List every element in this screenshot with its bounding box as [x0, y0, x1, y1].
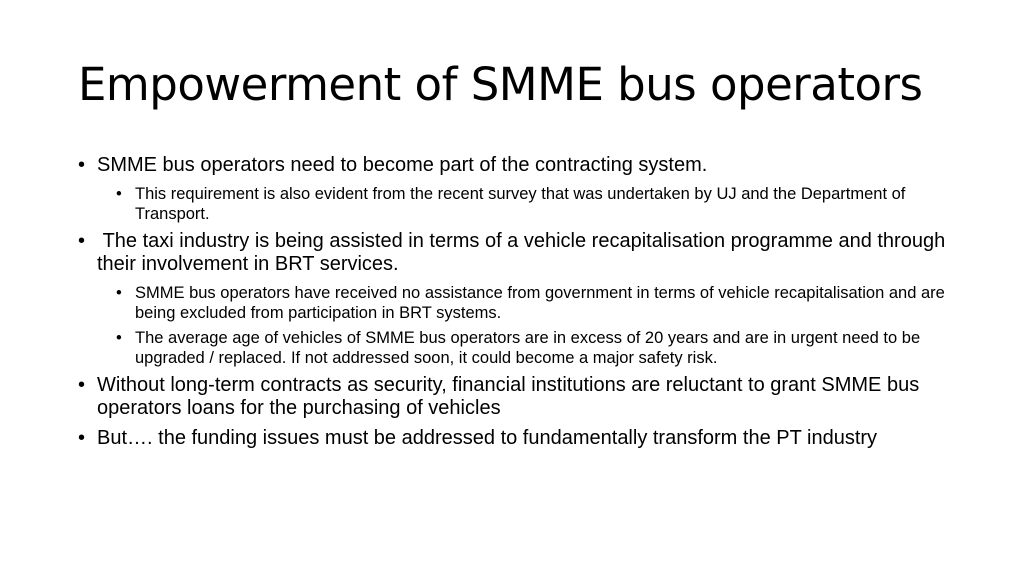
sub-bullet-text: This requirement is also evident from the recent survey that was undertaken by UJ and the Department of Transport. — [135, 185, 906, 223]
bullet-text: Without long-term contracts as security, financial institutions are reluctant to grant SMME bus operators loans for the purchasing of vehicles — [97, 374, 920, 419]
bullet-point-1 — [78, 154, 958, 177]
bullet-icon: • — [78, 427, 86, 449]
bullet-icon: • — [78, 230, 86, 252]
slide-title: Empowerment of SMME bus operators — [78, 58, 923, 111]
bullet-icon: • — [116, 329, 122, 347]
bullet-point-2 — [78, 230, 958, 276]
sub-bullet-2-1 — [116, 283, 958, 323]
bullet-text: The taxi industry is being assisted in terms of a vehicle recapitalisation programme and through their involvement in BRT services. — [97, 230, 951, 275]
bullet-icon: • — [116, 284, 122, 302]
bullet-icon: • — [78, 154, 86, 176]
sub-bullet-2-2 — [116, 328, 958, 368]
sub-bullet-text: The average age of vehicles of SMME bus operators are in excess of 20 years and are in urgent need to be upgraded / replaced. If not addressed soon, it could become a major safety risk. — [135, 329, 921, 367]
bullet-icon: • — [116, 185, 122, 203]
bullet-point-4 — [78, 427, 958, 450]
sub-bullet-1-1 — [116, 184, 958, 224]
bullet-text: But…. the funding issues must be addressed to fundamentally transform the PT industry — [97, 427, 878, 449]
bullet-icon: • — [78, 374, 86, 396]
bullet-text: SMME bus operators need to become part of the contracting system. — [97, 154, 708, 176]
sub-bullet-text: SMME bus operators have received no assistance from government in terms of vehicle recapitalisation and are being excluded from participation in BRT systems. — [135, 284, 945, 322]
bullet-point-3 — [78, 374, 958, 420]
bullet-list — [78, 154, 958, 457]
